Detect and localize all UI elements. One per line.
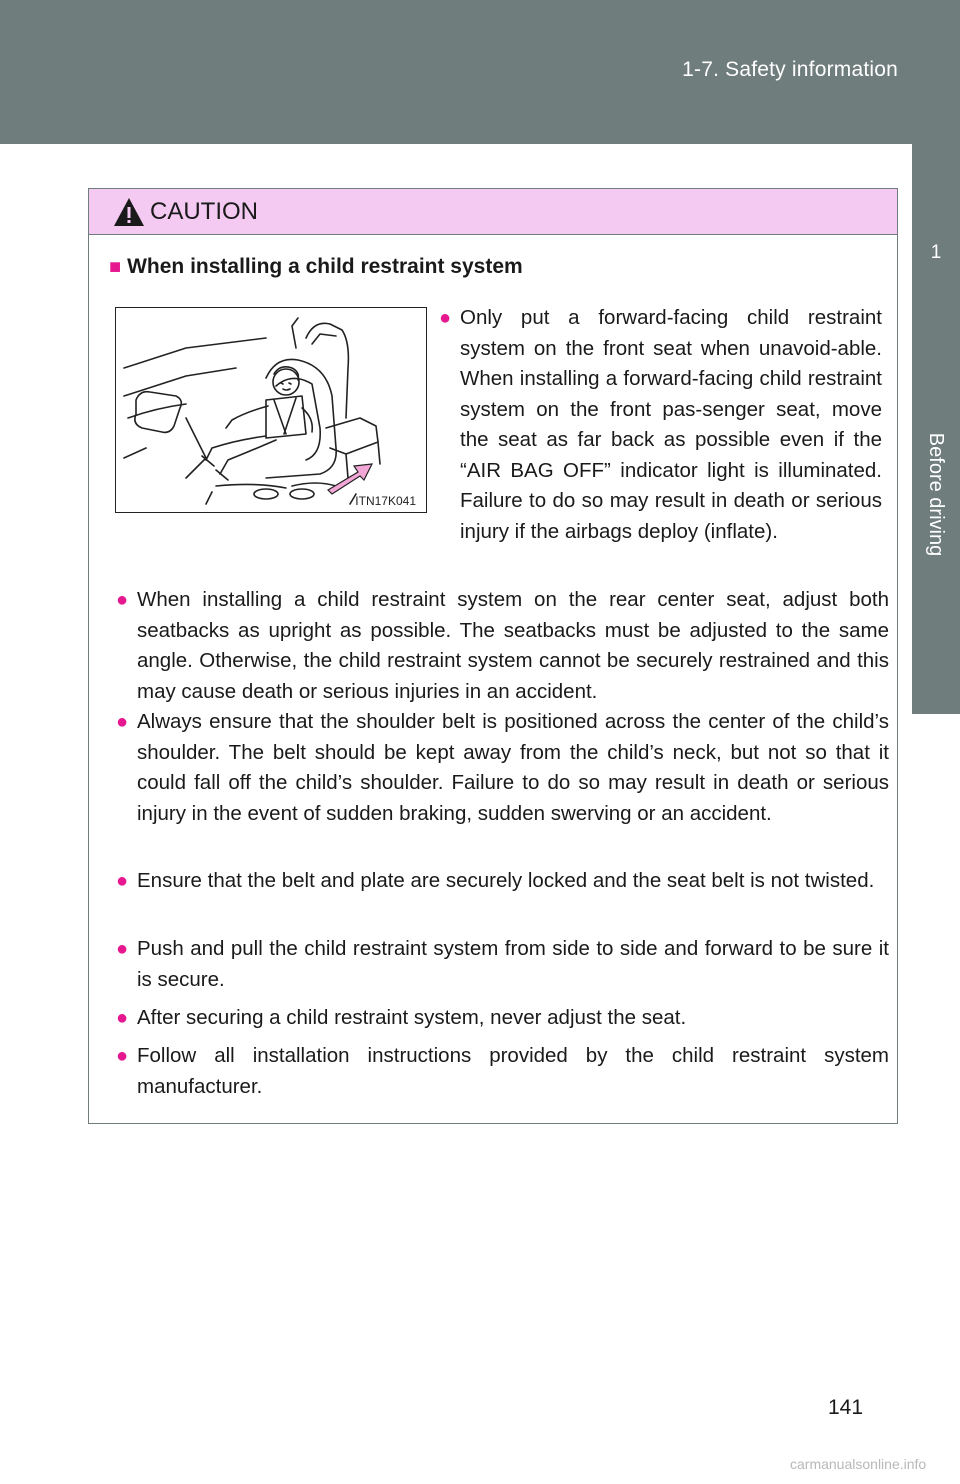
bullet-icon: ● <box>439 307 452 329</box>
footer-watermark: carmanualsonline.info <box>790 1456 927 1472</box>
warning-icon <box>113 197 145 227</box>
chapter-strip <box>912 384 960 714</box>
caution-box <box>88 188 898 1124</box>
caution-bullet-7: ● Follow all installation instructions provided by the child restraint system manufacturer. <box>137 1041 889 1102</box>
child-seat-illustration <box>115 307 427 513</box>
caution-bullet-1: ● Only put a forward-facing child restraint system on the front seat when unavoid-able. When installing a forward-facing child restraint system on the front pas-senger seat, move the seat as far back as possible even if the “AIR BAG OFF” indicator light is illuminated. Failure to do so may result in death or serious injury if the airbags deploy (inflate). <box>460 303 882 547</box>
bullet-icon: ● <box>116 870 129 892</box>
caution-header <box>89 189 897 235</box>
bullet-icon: ● <box>116 1045 129 1067</box>
subheading <box>109 255 523 279</box>
caution-bullet-3: ● Always ensure that the shoulder belt is positioned across the center of the child’s shoulder. The belt should be kept away from the child’s neck, but not so that it could fall off the child’s shoulder. Failure to do so may result in death or serious injury in the event of sudden braking, sudden swerving or an accident. <box>137 707 889 829</box>
subheading-text: When installing a child restraint system <box>127 255 523 278</box>
chapter-tab <box>912 144 960 384</box>
caution-bullet-4: ● Ensure that the belt and plate are securely locked and the seat belt is not twisted. <box>137 866 889 897</box>
caution-bullet-6: ● After securing a child restraint system, never adjust the seat. <box>137 1003 889 1034</box>
bullet-icon: ● <box>116 711 129 733</box>
page-header <box>0 0 960 144</box>
illustration-drawing <box>116 308 426 512</box>
bullet-icon: ● <box>116 1007 129 1029</box>
caution-bullet-2: ● When installing a child restraint system on the rear center seat, adjust both seatbacks as upright as possible. The seatbacks must be adjusted to the same angle. Otherwise, the child restraint system cannot be securely restrained and this may cause death or serious injuries in an accident. <box>137 585 889 707</box>
caution-title: CAUTION <box>150 198 258 225</box>
caution-bullet-5: ● Push and pull the child restraint system from side to side and forward to be sure it is secure. <box>137 934 889 995</box>
page-number: 141 <box>828 1396 864 1419</box>
figure-code: ITN17K041 <box>355 494 416 508</box>
chapter-number: 1 <box>930 242 942 263</box>
section-title: 1-7. Safety information <box>682 58 898 81</box>
chapter-label: Before driving <box>925 432 948 556</box>
square-bullet-icon: ■ <box>109 256 122 278</box>
bullet-icon: ● <box>116 938 129 960</box>
bullet-icon: ● <box>116 589 129 611</box>
